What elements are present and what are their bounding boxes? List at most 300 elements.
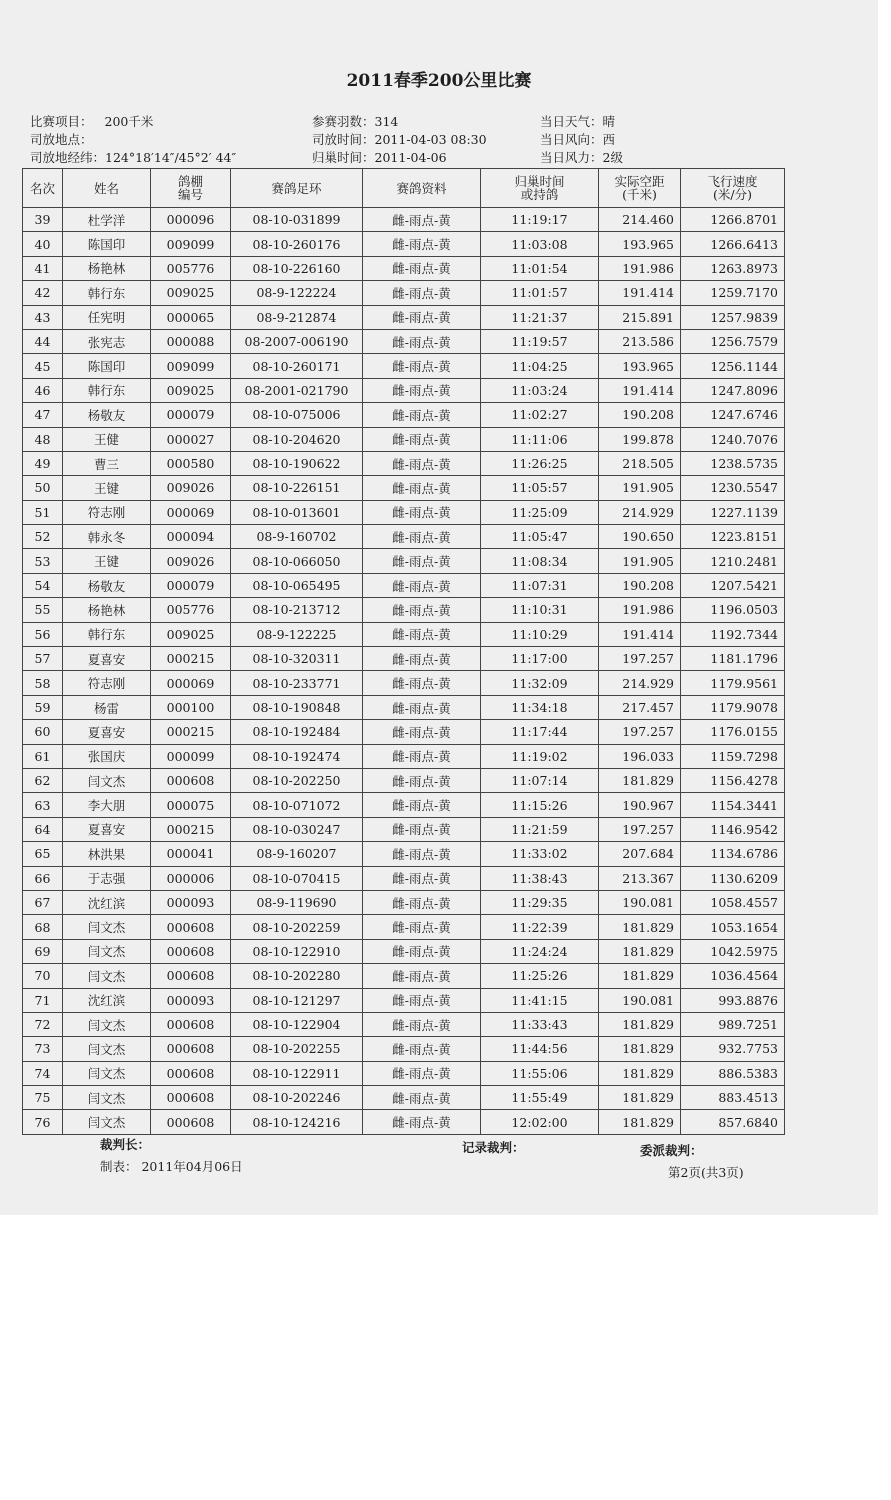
cell-return-time: 11:44:56: [481, 1037, 599, 1061]
cell-return-time: 11:02:27: [481, 403, 599, 427]
table-row: [23, 915, 785, 939]
header-distance: 实际空距 (千米): [599, 169, 681, 208]
cell-name: 闫文杰: [63, 939, 151, 963]
cell-ring: 08-10-065495: [231, 573, 363, 597]
cell-return-time: 11:15:26: [481, 793, 599, 817]
cell-rank: 68: [23, 915, 63, 939]
table-row: [23, 354, 785, 378]
header-rank: 名次: [23, 169, 63, 208]
cell-speed: 932.7753: [681, 1037, 785, 1061]
cell-speed: 1230.5547: [681, 476, 785, 500]
cell-rank: 43: [23, 305, 63, 329]
cell-bird-info: 雌-雨点-黄: [363, 744, 481, 768]
table-row: [23, 720, 785, 744]
cell-bird-info: 雌-雨点-黄: [363, 1012, 481, 1036]
cell-rank: 67: [23, 890, 63, 914]
cell-return-time: 11:33:02: [481, 842, 599, 866]
header-name: 姓名: [63, 169, 151, 208]
cell-bird-info: 雌-雨点-黄: [363, 842, 481, 866]
cell-speed: 857.6840: [681, 1110, 785, 1134]
cell-bird-info: 雌-雨点-黄: [363, 476, 481, 500]
cell-speed: 1238.5735: [681, 451, 785, 475]
table-row: [23, 890, 785, 914]
cell-ring: 08-10-202259: [231, 915, 363, 939]
cell-loft-number: 000580: [151, 451, 231, 475]
cell-loft-number: 000094: [151, 525, 231, 549]
table-row: [23, 817, 785, 841]
cell-rank: 45: [23, 354, 63, 378]
cell-ring: 08-9-212874: [231, 305, 363, 329]
cell-rank: 59: [23, 695, 63, 719]
cell-name: 陈国印: [63, 354, 151, 378]
cell-name: 杨雷: [63, 695, 151, 719]
table-row: [23, 256, 785, 280]
cell-loft-number: 000100: [151, 695, 231, 719]
cell-loft-number: 009099: [151, 354, 231, 378]
cell-bird-info: 雌-雨点-黄: [363, 647, 481, 671]
table-row: [23, 988, 785, 1012]
cell-loft-number: 000065: [151, 305, 231, 329]
cell-bird-info: 雌-雨点-黄: [363, 329, 481, 353]
header-ring: 赛鸽足环: [231, 169, 363, 208]
cell-distance: 214.929: [599, 500, 681, 524]
cell-name: 杨艳林: [63, 598, 151, 622]
cell-distance: 190.081: [599, 988, 681, 1012]
cell-speed: 1134.6786: [681, 842, 785, 866]
table-row: [23, 964, 785, 988]
assigned-judge-label: 委派裁判：: [640, 1143, 703, 1158]
cell-return-time: 11:05:47: [481, 525, 599, 549]
return-time-value: 2011-04-06: [374, 150, 447, 165]
cell-name: 沈红滨: [63, 890, 151, 914]
cell-return-time: 11:03:24: [481, 378, 599, 402]
cell-distance: 196.033: [599, 744, 681, 768]
page-title: 2011春季200公里比赛: [346, 71, 532, 91]
recorder-label: 记录裁判：: [462, 1140, 525, 1155]
table-row: [23, 1037, 785, 1061]
cell-speed: 1176.0155: [681, 720, 785, 744]
cell-rank: 55: [23, 598, 63, 622]
cell-bird-info: 雌-雨点-黄: [363, 549, 481, 573]
table-row: [23, 866, 785, 890]
cell-distance: 190.967: [599, 793, 681, 817]
cell-distance: 190.081: [599, 890, 681, 914]
cell-bird-info: 雌-雨点-黄: [363, 939, 481, 963]
cell-bird-info: 雌-雨点-黄: [363, 890, 481, 914]
cell-name: 李大朋: [63, 793, 151, 817]
cell-rank: 53: [23, 549, 63, 573]
cell-return-time: 11:04:25: [481, 354, 599, 378]
cell-distance: 181.829: [599, 1110, 681, 1134]
cell-bird-info: 雌-雨点-黄: [363, 671, 481, 695]
table-row: [23, 744, 785, 768]
cell-rank: 65: [23, 842, 63, 866]
wind-direction-label: 当日风向：: [540, 132, 603, 147]
cell-rank: 66: [23, 866, 63, 890]
cell-speed: 1156.4278: [681, 768, 785, 792]
cell-loft-number: 000215: [151, 720, 231, 744]
cell-distance: 191.986: [599, 256, 681, 280]
cell-loft-number: 000215: [151, 647, 231, 671]
table-row: [23, 695, 785, 719]
cell-loft-number: 000027: [151, 427, 231, 451]
birds-info: [312, 112, 398, 130]
cell-ring: 08-10-122910: [231, 939, 363, 963]
page-number: 第2页(共3页): [668, 1165, 744, 1180]
cell-return-time: 11:19:02: [481, 744, 599, 768]
cell-return-time: 11:05:57: [481, 476, 599, 500]
cell-rank: 48: [23, 427, 63, 451]
cell-loft-number: 000215: [151, 817, 231, 841]
cell-loft-number: 009025: [151, 281, 231, 305]
cell-loft-number: 000079: [151, 573, 231, 597]
table-row: [23, 476, 785, 500]
table-row: [23, 500, 785, 524]
cell-ring: 08-10-202280: [231, 964, 363, 988]
cell-return-time: 11:38:43: [481, 866, 599, 890]
cell-distance: 217.457: [599, 695, 681, 719]
cell-distance: 215.891: [599, 305, 681, 329]
cell-return-time: 11:10:31: [481, 598, 599, 622]
cell-name: 林洪果: [63, 842, 151, 866]
cell-return-time: 11:01:57: [481, 281, 599, 305]
cell-loft-number: 000608: [151, 1086, 231, 1110]
cell-return-time: 11:07:14: [481, 768, 599, 792]
coordinates-info: [30, 148, 236, 166]
event-info: [30, 112, 153, 130]
cell-name: 闫文杰: [63, 964, 151, 988]
cell-return-time: 11:25:26: [481, 964, 599, 988]
cell-return-time: 11:24:24: [481, 939, 599, 963]
cell-loft-number: 009099: [151, 232, 231, 256]
cell-speed: 1247.6746: [681, 403, 785, 427]
cell-return-time: 11:21:59: [481, 817, 599, 841]
cell-speed: 1247.8096: [681, 378, 785, 402]
cell-rank: 44: [23, 329, 63, 353]
table-row: [23, 647, 785, 671]
cell-rank: 39: [23, 208, 63, 232]
cell-return-time: 11:10:29: [481, 622, 599, 646]
cell-bird-info: 雌-雨点-黄: [363, 500, 481, 524]
cell-rank: 51: [23, 500, 63, 524]
cell-return-time: 11:55:06: [481, 1061, 599, 1085]
cell-name: 王键: [63, 549, 151, 573]
cell-distance: 190.650: [599, 525, 681, 549]
cell-distance: 197.257: [599, 817, 681, 841]
cell-ring: 08-9-119690: [231, 890, 363, 914]
cell-bird-info: 雌-雨点-黄: [363, 988, 481, 1012]
cell-ring: 08-10-122904: [231, 1012, 363, 1036]
cell-ring: 08-10-204620: [231, 427, 363, 451]
cell-return-time: 11:03:08: [481, 232, 599, 256]
cell-loft-number: 000608: [151, 915, 231, 939]
cell-name: 杜学洋: [63, 208, 151, 232]
cell-rank: 40: [23, 232, 63, 256]
cell-distance: 213.367: [599, 866, 681, 890]
cell-bird-info: 雌-雨点-黄: [363, 1110, 481, 1134]
wind-force-value: 2级: [602, 150, 623, 165]
cell-bird-info: 雌-雨点-黄: [363, 525, 481, 549]
coordinates-label: 司放地经纬：: [30, 150, 106, 165]
table-row: [23, 403, 785, 427]
cell-distance: 181.829: [599, 1086, 681, 1110]
cell-rank: 74: [23, 1061, 63, 1085]
cell-name: 夏喜安: [63, 720, 151, 744]
table-row: [23, 378, 785, 402]
cell-name: 杨艳林: [63, 256, 151, 280]
cell-ring: 08-10-071072: [231, 793, 363, 817]
cell-name: 闫文杰: [63, 915, 151, 939]
table-row: [23, 1061, 785, 1085]
table-row: [23, 1012, 785, 1036]
cell-ring: 08-10-226160: [231, 256, 363, 280]
cell-rank: 76: [23, 1110, 63, 1134]
table-row: [23, 768, 785, 792]
table-row: [23, 549, 785, 573]
table-row: [23, 842, 785, 866]
cell-ring: 08-10-260171: [231, 354, 363, 378]
cell-rank: 69: [23, 939, 63, 963]
wind-direction-value: 西: [602, 132, 616, 147]
cell-speed: 883.4513: [681, 1086, 785, 1110]
cell-name: 夏喜安: [63, 647, 151, 671]
cell-bird-info: 雌-雨点-黄: [363, 451, 481, 475]
cell-distance: 191.414: [599, 378, 681, 402]
cell-bird-info: 雌-雨点-黄: [363, 915, 481, 939]
cell-bird-info: 雌-雨点-黄: [363, 720, 481, 744]
cell-name: 闫文杰: [63, 1086, 151, 1110]
return-time-info: [312, 148, 447, 166]
release-time-label: 司放时间：: [312, 132, 375, 147]
cell-bird-info: 雌-雨点-黄: [363, 208, 481, 232]
cell-bird-info: 雌-雨点-黄: [363, 793, 481, 817]
cell-name: 王健: [63, 427, 151, 451]
cell-distance: 181.829: [599, 1037, 681, 1061]
weather-label: 当日天气：: [540, 114, 603, 129]
cell-distance: 181.829: [599, 1012, 681, 1036]
cell-speed: 1257.9839: [681, 305, 785, 329]
cell-loft-number: 005776: [151, 598, 231, 622]
cell-bird-info: 雌-雨点-黄: [363, 573, 481, 597]
cell-loft-number: 000093: [151, 988, 231, 1012]
cell-speed: 1159.7298: [681, 744, 785, 768]
cell-ring: 08-10-030247: [231, 817, 363, 841]
return-time-label: 归巢时间：: [312, 150, 375, 165]
cell-loft-number: 000096: [151, 208, 231, 232]
cell-speed: 1042.5975: [681, 939, 785, 963]
cell-loft-number: 000608: [151, 964, 231, 988]
table-row: [23, 281, 785, 305]
cell-return-time: 11:22:39: [481, 915, 599, 939]
cell-ring: 08-10-320311: [231, 647, 363, 671]
cell-loft-number: 009026: [151, 476, 231, 500]
cell-return-time: 12:02:00: [481, 1110, 599, 1134]
cell-name: 韩永冬: [63, 525, 151, 549]
release-time-value: 2011-04-03 08:30: [374, 132, 487, 147]
cell-rank: 61: [23, 744, 63, 768]
cell-speed: 1181.1796: [681, 647, 785, 671]
cell-ring: 08-2007-006190: [231, 329, 363, 353]
cell-return-time: 11:17:44: [481, 720, 599, 744]
table-row: [23, 451, 785, 475]
event-label: 比赛项目：: [30, 114, 93, 129]
cell-ring: 08-2001-021790: [231, 378, 363, 402]
cell-loft-number: 000099: [151, 744, 231, 768]
cell-rank: 52: [23, 525, 63, 549]
cell-distance: 190.208: [599, 573, 681, 597]
cell-name: 符志刚: [63, 500, 151, 524]
cell-loft-number: 005776: [151, 256, 231, 280]
cell-name: 陈国印: [63, 232, 151, 256]
cell-rank: 60: [23, 720, 63, 744]
cell-distance: 193.965: [599, 354, 681, 378]
cell-bird-info: 雌-雨点-黄: [363, 427, 481, 451]
cell-ring: 08-10-122911: [231, 1061, 363, 1085]
cell-distance: 191.905: [599, 476, 681, 500]
chief-judge-label: 裁判长：: [100, 1137, 151, 1152]
cell-loft-number: 009026: [151, 549, 231, 573]
cell-name: 曹三: [63, 451, 151, 475]
cell-ring: 08-10-070415: [231, 866, 363, 890]
cell-name: 杨敬友: [63, 403, 151, 427]
cell-speed: 886.5383: [681, 1061, 785, 1085]
cell-loft-number: 000093: [151, 890, 231, 914]
cell-bird-info: 雌-雨点-黄: [363, 232, 481, 256]
cell-bird-info: 雌-雨点-黄: [363, 305, 481, 329]
cell-name: 闫文杰: [63, 1012, 151, 1036]
cell-name: 韩行东: [63, 378, 151, 402]
cell-speed: 989.7251: [681, 1012, 785, 1036]
cell-return-time: 11:26:25: [481, 451, 599, 475]
cell-ring: 08-10-226151: [231, 476, 363, 500]
cell-distance: 213.586: [599, 329, 681, 353]
table-row: [23, 573, 785, 597]
cell-ring: 08-10-202250: [231, 768, 363, 792]
header-speed: 飞行速度 (米/分): [681, 169, 785, 208]
cell-bird-info: 雌-雨点-黄: [363, 354, 481, 378]
cell-loft-number: 000608: [151, 1037, 231, 1061]
cell-speed: 1058.4557: [681, 890, 785, 914]
table-row: [23, 622, 785, 646]
event-value: 200千米: [104, 114, 154, 129]
cell-bird-info: 雌-雨点-黄: [363, 1086, 481, 1110]
cell-return-time: 11:29:35: [481, 890, 599, 914]
cell-bird-info: 雌-雨点-黄: [363, 964, 481, 988]
cell-speed: 1240.7076: [681, 427, 785, 451]
cell-rank: 62: [23, 768, 63, 792]
cell-distance: 207.684: [599, 842, 681, 866]
cell-rank: 56: [23, 622, 63, 646]
cell-return-time: 11:07:31: [481, 573, 599, 597]
cell-ring: 08-10-233771: [231, 671, 363, 695]
results-table: [22, 168, 785, 1135]
cell-speed: 1196.0503: [681, 598, 785, 622]
cell-bird-info: 雌-雨点-黄: [363, 403, 481, 427]
cell-speed: 1146.9542: [681, 817, 785, 841]
cell-ring: 08-10-124216: [231, 1110, 363, 1134]
cell-name: 闫文杰: [63, 1110, 151, 1134]
header-bird-info: 赛鸽资料: [363, 169, 481, 208]
cell-name: 闫文杰: [63, 1037, 151, 1061]
cell-speed: 993.8876: [681, 988, 785, 1012]
table-row: [23, 208, 785, 232]
cell-distance: 191.414: [599, 622, 681, 646]
table-row: [23, 939, 785, 963]
cell-return-time: 11:55:49: [481, 1086, 599, 1110]
cell-speed: 1223.8151: [681, 525, 785, 549]
wind-force-label: 当日风力：: [540, 150, 603, 165]
cell-loft-number: 000075: [151, 793, 231, 817]
cell-distance: 181.829: [599, 1061, 681, 1085]
cell-speed: 1210.2481: [681, 549, 785, 573]
cell-speed: 1154.3441: [681, 793, 785, 817]
cell-return-time: 11:32:09: [481, 671, 599, 695]
cell-loft-number: 009025: [151, 622, 231, 646]
cell-distance: 218.505: [599, 451, 681, 475]
table-header-row: [23, 169, 785, 208]
cell-loft-number: 000608: [151, 1012, 231, 1036]
cell-distance: 191.986: [599, 598, 681, 622]
cell-distance: 193.965: [599, 232, 681, 256]
cell-speed: 1053.1654: [681, 915, 785, 939]
cell-name: 张国庆: [63, 744, 151, 768]
table-row: [23, 598, 785, 622]
cell-ring: 08-10-192484: [231, 720, 363, 744]
cell-rank: 47: [23, 403, 63, 427]
cell-ring: 08-10-190848: [231, 695, 363, 719]
cell-rank: 64: [23, 817, 63, 841]
table-row: [23, 1110, 785, 1134]
weather-value: 晴: [602, 114, 616, 129]
cell-ring: 08-10-075006: [231, 403, 363, 427]
cell-name: 闫文杰: [63, 1061, 151, 1085]
cell-ring: 08-9-122225: [231, 622, 363, 646]
cell-return-time: 11:01:54: [481, 256, 599, 280]
cell-bird-info: 雌-雨点-黄: [363, 817, 481, 841]
header-return-time: 归巢时间 或持鸽: [481, 169, 599, 208]
cell-bird-info: 雌-雨点-黄: [363, 1037, 481, 1061]
birds-label: 参赛羽数：: [312, 114, 375, 129]
cell-distance: 214.460: [599, 208, 681, 232]
cell-ring: 08-9-160702: [231, 525, 363, 549]
cell-bird-info: 雌-雨点-黄: [363, 866, 481, 890]
cell-return-time: 11:19:17: [481, 208, 599, 232]
cell-distance: 191.905: [599, 549, 681, 573]
cell-distance: 199.878: [599, 427, 681, 451]
prepared-date: 制表： 2011年04月06日: [100, 1159, 243, 1174]
cell-speed: 1036.4564: [681, 964, 785, 988]
cell-name: 韩行东: [63, 622, 151, 646]
cell-return-time: 11:08:34: [481, 549, 599, 573]
cell-speed: 1179.9561: [681, 671, 785, 695]
cell-return-time: 11:33:43: [481, 1012, 599, 1036]
cell-return-time: 11:19:57: [481, 329, 599, 353]
cell-rank: 73: [23, 1037, 63, 1061]
table-row: [23, 232, 785, 256]
cell-speed: 1192.7344: [681, 622, 785, 646]
cell-bird-info: 雌-雨点-黄: [363, 1061, 481, 1085]
cell-return-time: 11:11:06: [481, 427, 599, 451]
header-loft-number: 鸽棚 编号: [151, 169, 231, 208]
cell-rank: 42: [23, 281, 63, 305]
cell-rank: 71: [23, 988, 63, 1012]
table-row: [23, 793, 785, 817]
cell-name: 符志刚: [63, 671, 151, 695]
cell-name: 张宪志: [63, 329, 151, 353]
cell-loft-number: 000069: [151, 500, 231, 524]
cell-bird-info: 雌-雨点-黄: [363, 598, 481, 622]
cell-bird-info: 雌-雨点-黄: [363, 768, 481, 792]
